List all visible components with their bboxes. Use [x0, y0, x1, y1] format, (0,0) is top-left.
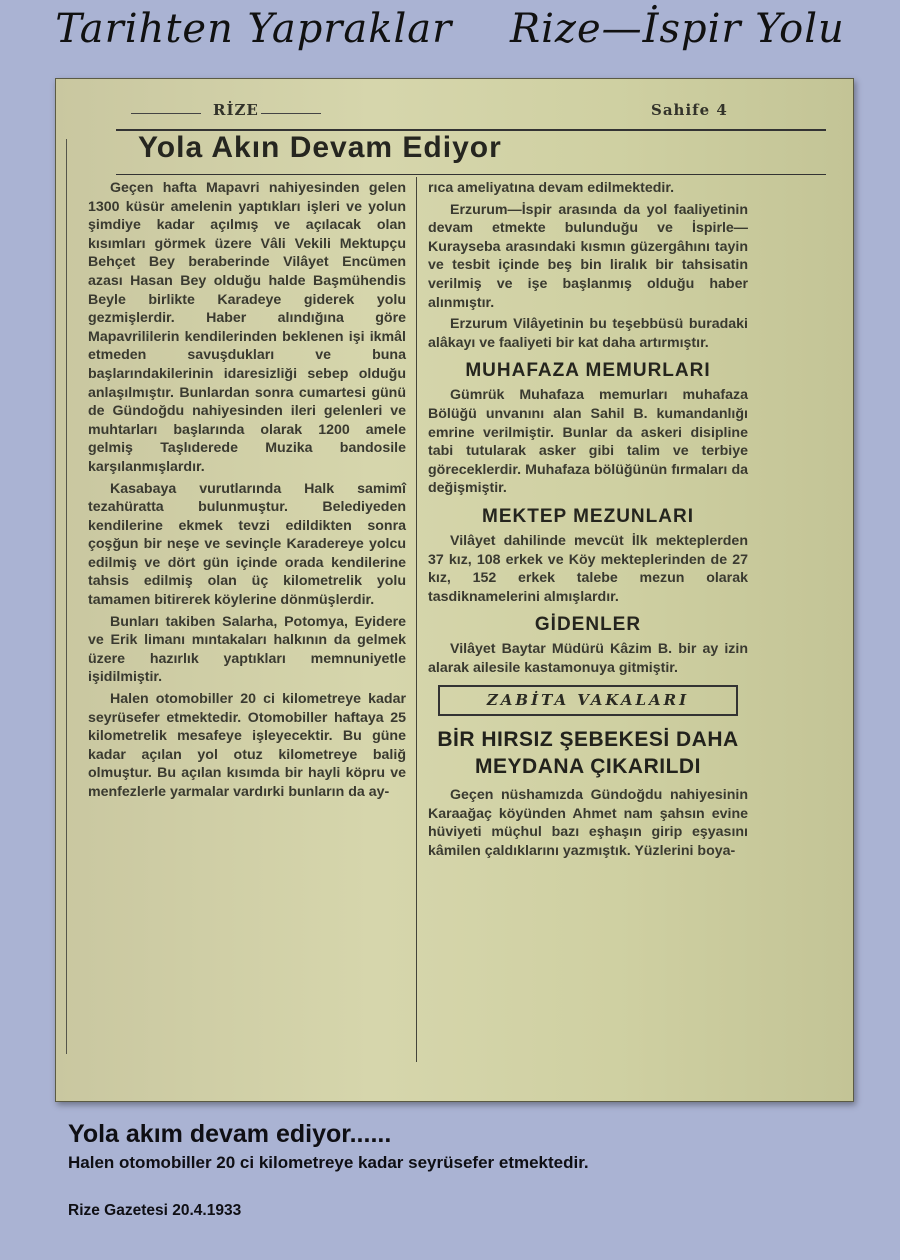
left-border-rule	[66, 139, 67, 1054]
section-title-mektep: MEKTEP MEZUNLARI	[482, 505, 694, 527]
caption-subtitle: Halen otomobiller 20 ci kilometreye kadar seyrüsefer etmektedir.	[68, 1153, 589, 1172]
story-headline	[428, 726, 748, 780]
paragraph: Erzurum Vilâyetinin bu teşebbüsü buradaki alâkayı ve faaliyeti bir kat daha artırmıştır.	[428, 316, 748, 351]
masthead-page: Sahife 4	[651, 101, 728, 119]
right-column	[428, 179, 748, 863]
paragraph: Halen otomobiller 20 ci kilometreye kadar seyrüsefer etmektedir. Otomobiller haftaya 25 kilometrelik mesafeye işleyecektir. Bu güne kadar açılan yol otuz kilometreye baliğ olmuştur. Bu açılan kısımda bir hayli köpru ve menfezlerle yarmalar vardırki bunların da ay-	[88, 691, 406, 800]
paragraph: rıca ameliyatına devam edilmektedir.	[428, 180, 675, 196]
paragraph: Kasabaya vurutlarında Halk samimî tezahüratta bulunmuştur. Belediyeden kendilerine ekmek tevzi edildikten sonra çoşğun bir neşe ve sevinçle Karadereye yolcu edilmiş ve dört gün içinde orada kendilerine tahsis edilmiş olan üç kilometrelik yolu tamamen bitirerek köylerine dönmüşlerdir.	[88, 480, 406, 609]
boxed-section-title: ZABİTA VAKALARI	[438, 685, 738, 716]
caption-source: Rize Gazetesi 20.4.1933	[68, 1202, 242, 1219]
headline: Yola Akın Devam Ediyor	[138, 131, 502, 164]
banner-left: Tarihten Yapraklar	[55, 6, 453, 52]
paragraph: Geçen nüshamızda Gündoğdu nahiyesinin Karaağaç köyünden Ahmet nam şahsın evine hüviyeti müçhul bazı eşhaşın girip eşyasını kâmilen çaldıklarını yazmıştık. Yüzlerini boya-	[428, 787, 748, 859]
left-column	[88, 179, 406, 805]
newspaper-clipping	[55, 78, 854, 1102]
section-title-gidenler: GİDENLER	[534, 614, 642, 636]
column-divider	[416, 177, 417, 1062]
story-headline-line2: MEYDANA ÇIKARILDI	[475, 755, 701, 779]
masthead-dash	[131, 113, 201, 114]
story-headline-line1: BİR HIRSIZ ŞEBEKESİ DAHA	[437, 728, 739, 752]
masthead-name: RİZE	[213, 101, 259, 119]
paragraph: Bunları takiben Salarha, Potomya, Eyidere ve Erik limanı mıntakaları halkının da gelmek üzere hazırlık yaptıkları memnuniyetle işidilmiştir.	[88, 613, 406, 686]
paragraph: Geçen hafta Mapavri nahiyesinden gelen 1300 küsür amelenin yaptıkları işleri ve yolun şimdiye kadar açılmış ve açılacak olan kısımları görmek üzere Vâli Vekili Mektupçu Behçet Bey beraberinde Vilâyet Encümen azası Hasan Bey olduğu halde Başmühendis Beyle birlikte Karadeye giderek yolu gezmişlerdir. Haber alındığına göre Mapavrililerin kendilerinden beklenen işi ikmâl etmeden savuşdukları ve buna başlarındakilerinin idaresizliği sebep olduğu anlaşılmıştır. Bunlardan sonra cumartesi günü de Gündoğdu nahiyesinden ileri gelenleri ve muhtarları başlarında olarak 1200 amele gelmiş Taşlıderede Muzika bandosile karşılanmışlardır.	[88, 180, 406, 475]
banner-right: Rize—İspir Yolu	[509, 6, 845, 52]
headline-rule	[116, 174, 826, 175]
masthead-dash	[261, 113, 321, 114]
banner-title	[0, 6, 900, 52]
section-title-muhafaza: MUHAFAZA MEMURLARI	[465, 360, 711, 382]
paragraph: Vilâyet Baytar Müdürü Kâzim B. bir ay izin alarak ailesile kastamonuya gitmiştir.	[428, 641, 748, 676]
paragraph: Vilâyet dahilinde mevcüt İlk mekteplerden 37 kız, 108 erkek ve Köy mekteplerinden de 27 kız, 152 erkek talebe mezun olarak tasdiknamelerini almışlardır.	[428, 532, 748, 605]
paragraph: Gümrük Muhafaza memurları muhafaza Bölüğü unvanını alan Sahil B. kumandanlığı emrine verilmiştir. Bunlar da askeri disipline tabi tutularak asker gibi talim ve terbiye göreceklerdir. Muhafaza bölüğünün fırmaları da değişmiştir.	[428, 387, 748, 497]
paragraph: Erzurum—İspir arasında da yol faaliyetinin devam etmekte bulunduğu ve İspirle—Kurayseba arasındaki kısmın güzergâhını tayin ve tesbit içinde beş bin liralık bir tahsisatin verilmiş ve işe başlanmış olduğu haber alınmıştır.	[428, 201, 748, 311]
masthead	[131, 101, 761, 127]
caption-title: Yola akım devam ediyor......	[68, 1120, 392, 1148]
